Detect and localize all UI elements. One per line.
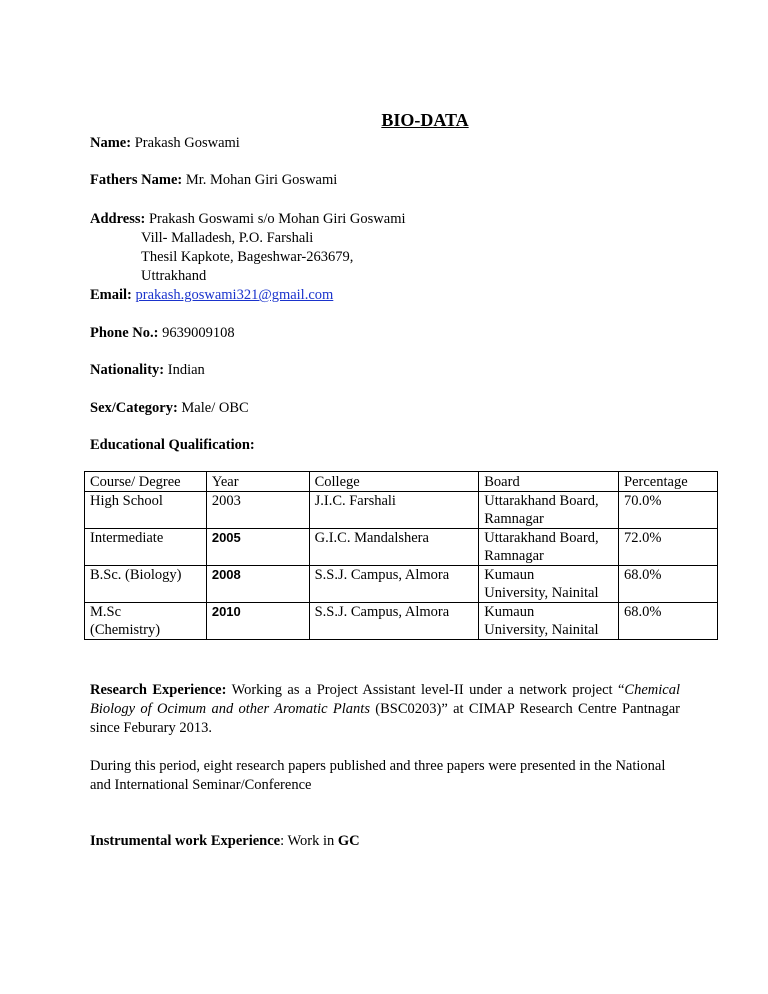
name-value: Prakash Goswami: [134, 135, 240, 151]
cell-course: M.Sc (Chemistry): [85, 603, 207, 640]
name-label: Name:: [90, 135, 132, 151]
instrumental-line: [90, 832, 360, 850]
period-paragraph: During this period, eight research papers published and three papers were presented in the National and International Seminar/Conference: [90, 758, 666, 793]
cell-college: G.I.C. Mandalshera: [309, 529, 479, 566]
phone-value: 9639009108: [162, 325, 235, 341]
research-label: Research Experience:: [90, 682, 227, 698]
instrumental-label: Instrumental work Experience: [90, 833, 281, 849]
cell-course: Intermediate: [85, 529, 207, 566]
nationality-value: Indian: [167, 362, 205, 378]
email-line: [90, 286, 333, 304]
cell-board: Kumaun University, Nainital: [479, 566, 619, 603]
table-row: [85, 529, 718, 566]
table-row: [85, 566, 718, 603]
cell-percentage: 68.0%: [619, 566, 718, 603]
address-line-2: Vill- Malladesh, P.O. Farshali: [141, 230, 314, 246]
cell-percentage: 70.0%: [619, 492, 718, 529]
header-course: Course/ Degree: [85, 472, 207, 492]
cell-year: 2010: [206, 603, 309, 640]
cell-college: S.S.J. Campus, Almora: [309, 566, 479, 603]
name-line: [90, 134, 240, 152]
nationality-label: Nationality:: [90, 362, 165, 378]
sex-label: Sex/Category:: [90, 400, 178, 416]
research-paragraph: [90, 681, 680, 738]
email-label: Email:: [90, 287, 132, 303]
header-year: Year: [206, 472, 309, 492]
cell-year: 2005: [206, 529, 309, 566]
research-project-title: Chemical Biology of Ocimum and other Aromatic Plants: [90, 682, 680, 717]
instrumental-sep: : Work in: [280, 833, 338, 849]
cell-percentage: 72.0%: [619, 529, 718, 566]
header-percentage: Percentage: [619, 472, 718, 492]
research-text-b: (BSC0203)” at CIMAP Research Centre Pantnagar since Feburary 2013.: [90, 701, 680, 736]
sex-value: Male/ OBC: [181, 400, 249, 416]
father-line: [90, 171, 337, 189]
cell-college: J.I.C. Farshali: [309, 492, 479, 529]
table-row: [85, 603, 718, 640]
cell-board: Uttarakhand Board, Ramnagar: [479, 492, 619, 529]
page-title: BIO-DATA: [381, 110, 469, 130]
research-text-a: Working as a Project Assistant level-II under a network project “: [226, 682, 625, 698]
address-label: Address:: [90, 211, 146, 227]
nationality-line: [90, 361, 205, 379]
education-heading: Educational Qualification:: [90, 437, 255, 453]
email-link[interactable]: prakash.goswami321@gmail.com: [135, 287, 334, 303]
cell-year: 2008: [206, 566, 309, 603]
address-line: [90, 210, 406, 228]
education-table: [84, 471, 718, 640]
cell-year: 2003: [206, 492, 309, 529]
cell-board: Kumaun University, Nainital: [479, 603, 619, 640]
header-college: College: [309, 472, 479, 492]
address-line-4: Uttrakhand: [141, 268, 207, 284]
cell-course: High School: [85, 492, 207, 529]
father-label: Fathers Name:: [90, 172, 183, 188]
address-line-3: Thesil Kapkote, Bageshwar-263679,: [141, 249, 354, 265]
cell-college: S.S.J. Campus, Almora: [309, 603, 479, 640]
header-board: Board: [479, 472, 619, 492]
sex-line: [90, 399, 249, 417]
cell-course: B.Sc. (Biology): [85, 566, 207, 603]
cell-percentage: 68.0%: [619, 603, 718, 640]
phone-label: Phone No.:: [90, 325, 159, 341]
instrumental-value: GC: [337, 833, 360, 849]
table-header-row: [85, 472, 718, 492]
cell-board: Uttarakhand Board, Ramnagar: [479, 529, 619, 566]
table-row: [85, 492, 718, 529]
father-value: Mr. Mohan Giri Goswami: [185, 172, 338, 188]
phone-line: [90, 324, 235, 342]
address-line-1: Prakash Goswami s/o Mohan Giri Goswami: [148, 211, 406, 227]
